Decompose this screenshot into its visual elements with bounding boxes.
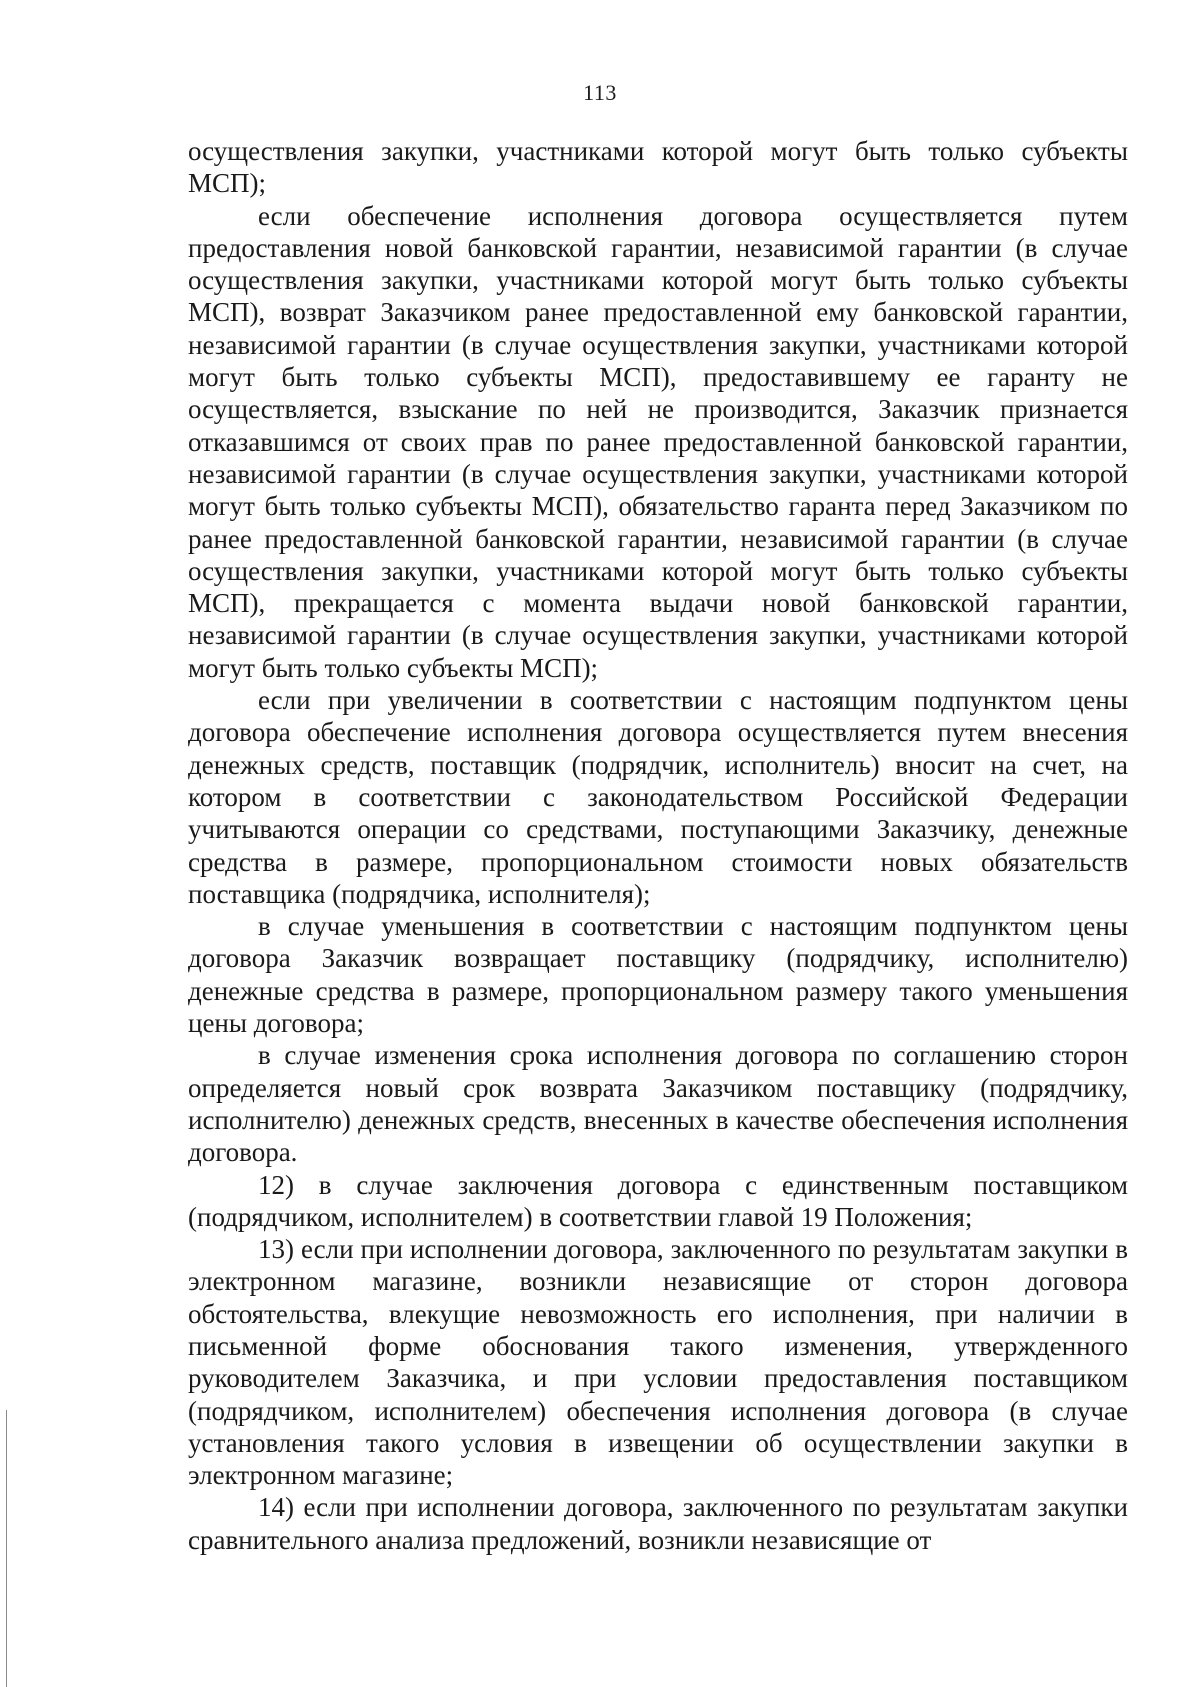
paragraph-bank-guarantee: если обеспечение исполнения договора осуществляется путем предоставления новой банковской гарантии, независимой гарантии (в случае осуществления закупки, участниками которой могут быть только субъекты МСП), возврат Заказчиком ранее предоставленной ему банковской гарантии, независимой гарантии (в случае осуществления закупки, участниками которой могут быть только субъекты МСП), предоставившему ее гаранту не осуществляется, взыскание по ней не производится, Заказчик признается отказавшимся от своих прав по ранее предоставленной банковской гарантии, независимой гарантии (в случае осуществления закупки, участниками которой могут быть только субъекты МСП), обязательство гаранта перед Заказчиком по ранее предоставленной банковской гарантии, независимой гарантии (в случае осуществления закупки, участниками которой могут быть только субъекты МСП), прекращается с момента выдачи новой банковской гарантии, независимой гарантии (в случае осуществления закупки, участниками которой могут быть только субъекты МСП); [188, 200, 1128, 683]
list-item-13: 13) если при исполнении договора, заключенного по результатам закупки в электронном магазине, возникли независящие от сторон договора обстоятельства, влекущие невозможность его исполнения, при наличии в письменной форме обоснования такого изменения, утвержденного руководителем Заказчика, и при условии предоставления поставщиком (подрядчиком, исполнителем) обеспечения исполнения договора (в случае установления такого условия в извещении об осуществлении закупки в электронном магазине; [188, 1234, 1128, 1491]
list-item-14: 14) если при исполнении договора, заключенного по результатам закупки сравнительного анализа предложений, возникли независящие от [188, 1492, 1128, 1555]
paragraph-price-decrease: в случае уменьшения в соответствии с настоящим подпунктом цены договора Заказчик возвращает поставщику (подрядчику, исполнителю) денежные средства в размере, пропорциональном размеру такого уменьшения цены договора; [188, 911, 1128, 1039]
paragraph-continuation: осуществления закупки, участниками которой могут быть только субъекты МСП); [188, 136, 1128, 199]
paragraph-term-change: в случае изменения срока исполнения договора по соглашению сторон определяется новый срок возврата Заказчиком поставщику (подрядчику, исполнителю) денежных средств, внесенных в качестве обеспечения исполнения договора. [188, 1040, 1128, 1168]
paragraph-price-increase: если при увеличении в соответствии с настоящим подпунктом цены договора обеспечение исполнения договора осуществляется путем внесения денежных средств, поставщик (подрядчик, исполнитель) вносит на счет, на котором в соответствии с законодательством Российской Федерации учитываются операции со средствами, поступающими Заказчику, денежные средства в размере, пропорциональном стоимости новых обязательств поставщика (подрядчика, исполнителя); [188, 685, 1128, 909]
scan-margin-line [6, 1410, 7, 1687]
list-item-12: 12) в случае заключения договора с единственным поставщиком (подрядчиком, исполнителем) в соответствии главой 19 Положения; [188, 1169, 1128, 1232]
document-body [188, 135, 1128, 1556]
page-number: 113 [583, 80, 617, 105]
